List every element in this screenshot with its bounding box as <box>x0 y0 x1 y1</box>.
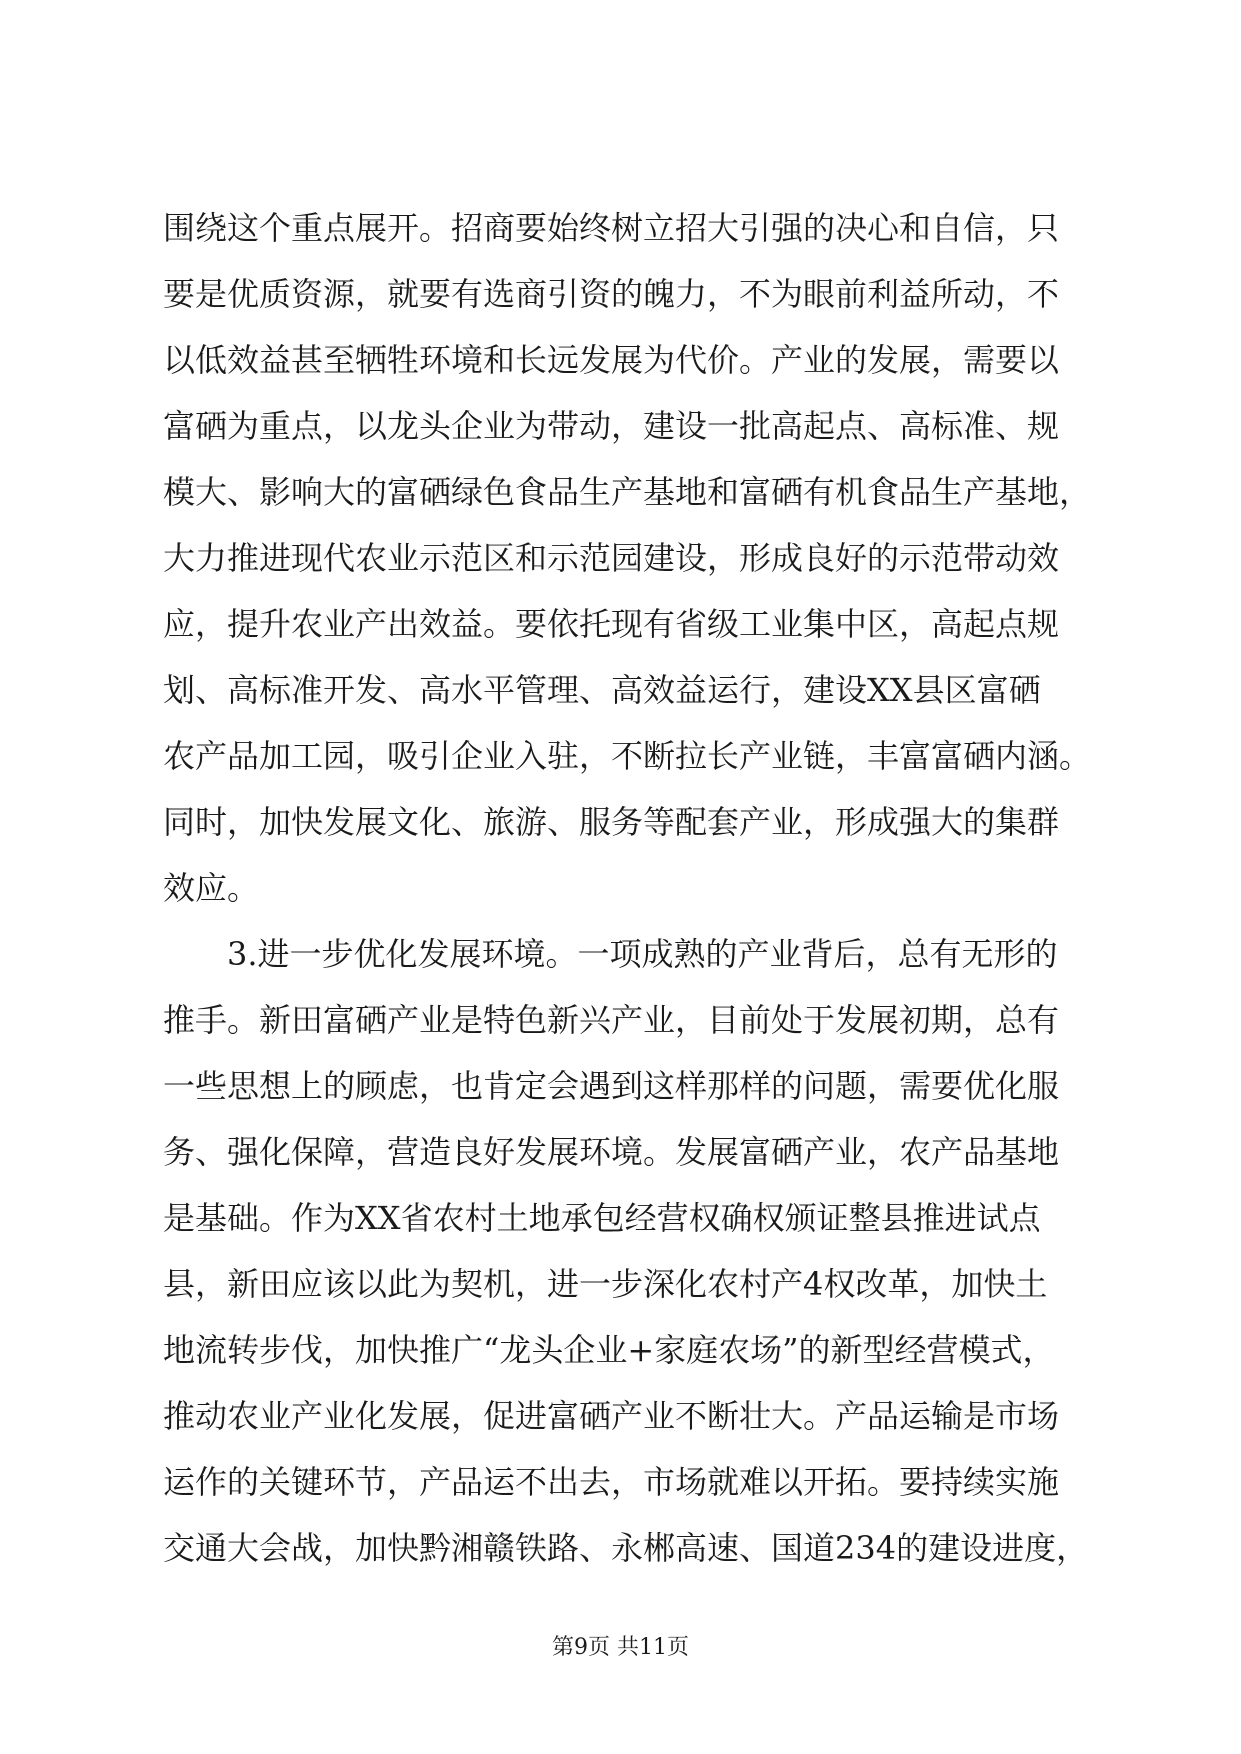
text-line: 一些思想上的顾虑，也肯定会遇到这样那样的问题，需要优化服 <box>163 1067 1060 1105</box>
paragraph-first-line: 3.进一步优化发展环境。一项成熟的产业背后，总有无形的 <box>227 935 1058 973</box>
page-number-footer: 第9页 共11页 <box>552 1635 689 1660</box>
text-line: 运作的关键环节，产品运不出去，市场就难以开拓。要持续实施 <box>163 1463 1060 1501</box>
text-line: 交通大会战，加快黔湘赣铁路、永郴高速、国道234的建设进度， <box>163 1529 1089 1567</box>
text-line: 地流转步伐，加快推广“龙头企业+家庭农场”的新型经营模式， <box>163 1331 1055 1369</box>
text-line: 效应。 <box>163 869 260 907</box>
text-line: 推手。新田富硒产业是特色新兴产业，目前处于发展初期，总有 <box>163 1001 1060 1039</box>
text-line: 应，提升农业产出效益。要依托现有省级工业集中区，高起点规 <box>163 605 1060 643</box>
text-line: 划、高标准开发、高水平管理、高效益运行，建设XX县区富硒 <box>163 671 1041 709</box>
text-line: 农产品加工园，吸引企业入驻，不断拉长产业链，丰富富硒内涵。 <box>163 737 1092 775</box>
text-line: 务、强化保障，营造良好发展环境。发展富硒产业，农产品基地 <box>163 1133 1060 1171</box>
text-line: 要是优质资源，就要有选商引资的魄力，不为眼前利益所动，不 <box>163 275 1060 313</box>
text-line: 围绕这个重点展开。招商要始终树立招大引强的决心和自信，只 <box>163 209 1060 247</box>
text-line: 模大、影响大的富硒绿色食品生产基地和富硒有机食品生产基地， <box>163 473 1092 511</box>
text-line: 是基础。作为XX省农村土地承包经营权确权颁证整县推进试点 <box>163 1199 1041 1237</box>
text-line: 推动农业产业化发展，促进富硒产业不断壮大。产品运输是市场 <box>163 1397 1060 1435</box>
text-line: 同时，加快发展文化、旅游、服务等配套产业，形成强大的集群 <box>163 803 1060 841</box>
text-line: 以低效益甚至牺牲环境和长远发展为代价。产业的发展，需要以 <box>163 341 1060 379</box>
text-line: 县，新田应该以此为契机，进一步深化农村产4权改革，加快土 <box>163 1265 1048 1303</box>
text-line: 富硒为重点，以龙头企业为带动，建设一批高起点、高标准、规 <box>163 407 1060 445</box>
text-line: 大力推进现代农业示范区和示范园建设，形成良好的示范带动效 <box>163 539 1060 577</box>
